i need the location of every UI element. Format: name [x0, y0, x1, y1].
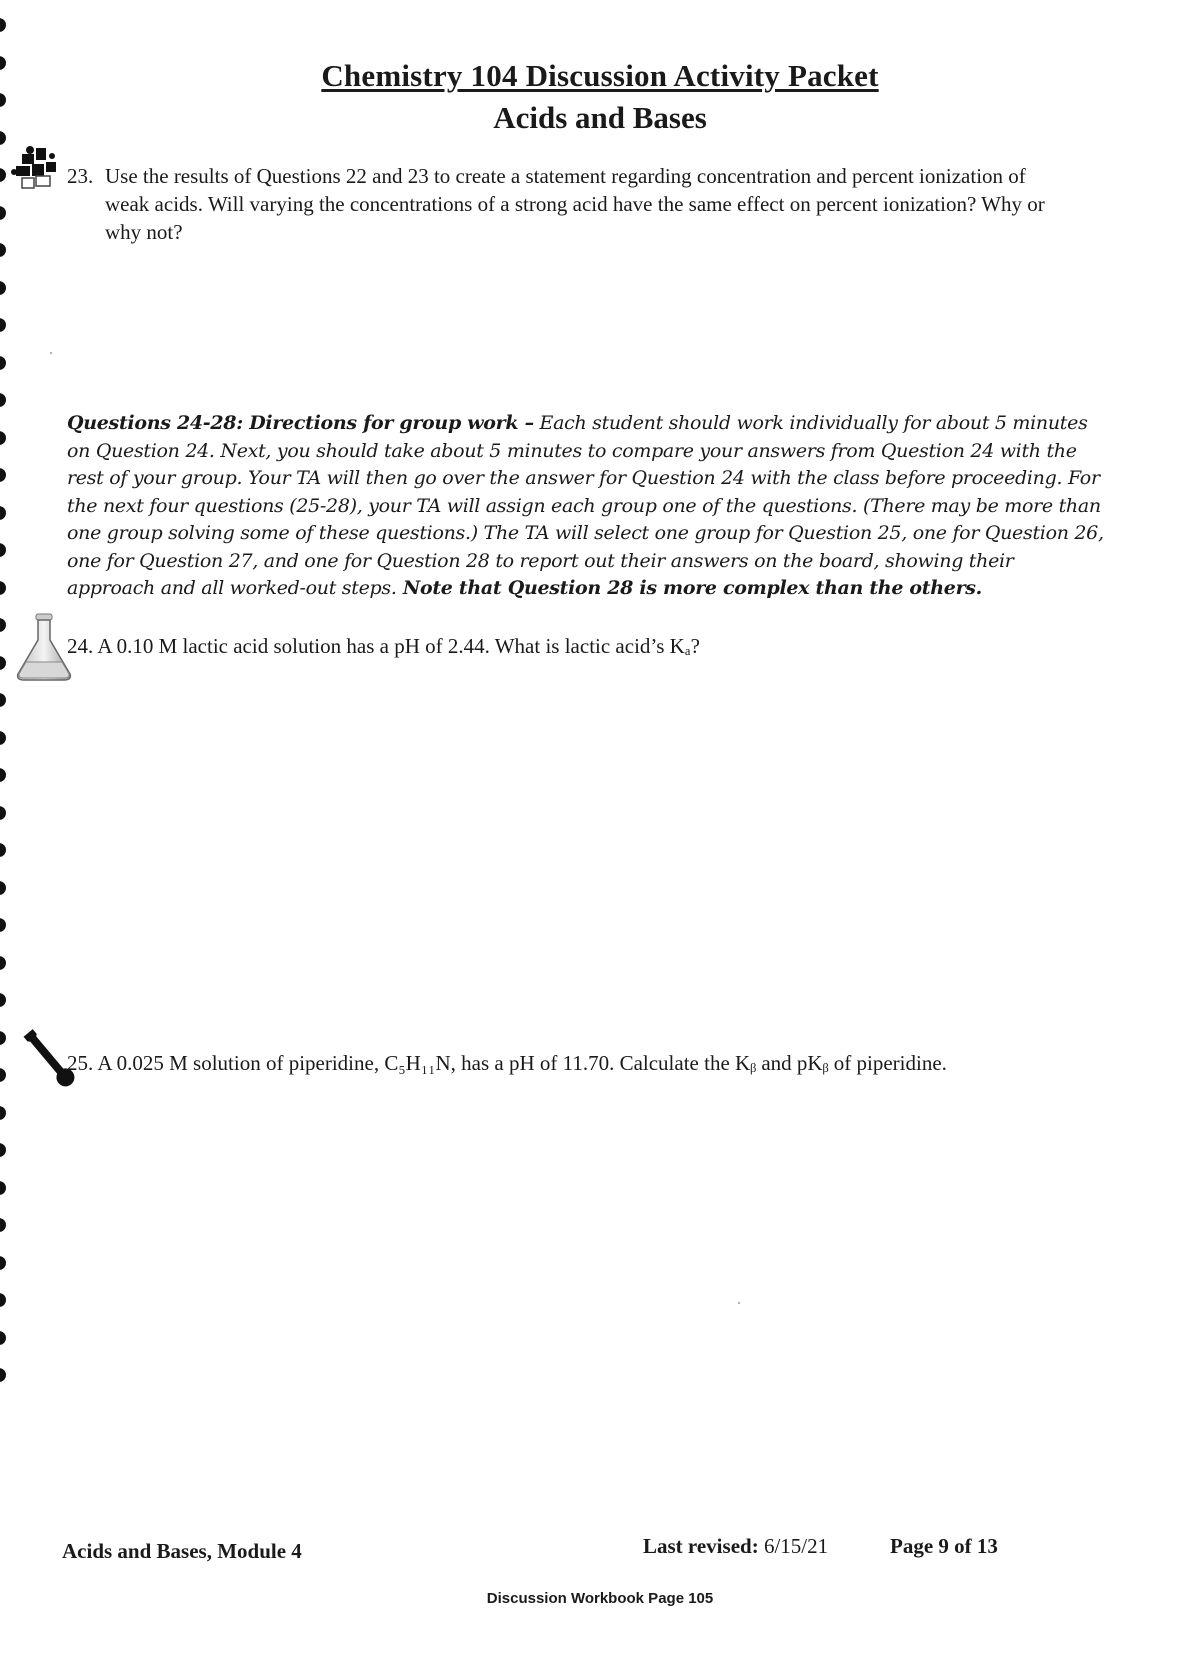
spiral-ring	[0, 393, 6, 407]
spiral-ring	[0, 243, 6, 257]
spiral-ring	[0, 1068, 6, 1082]
spiral-ring	[0, 581, 6, 595]
page-title: Chemistry 104 Discussion Activity Packet	[321, 58, 879, 93]
spiral-ring	[0, 1331, 6, 1345]
spiral-ring	[0, 768, 6, 782]
spiral-ring	[0, 993, 6, 1007]
spiral-ring	[0, 731, 6, 745]
spiral-ring	[0, 281, 6, 295]
workbook-page-label: Discussion Workbook Page 105	[486, 1590, 714, 1607]
spiral-ring	[0, 1143, 6, 1157]
spiral-ring	[0, 806, 6, 820]
flask-icon	[14, 612, 74, 684]
spiral-ring	[0, 18, 6, 32]
spiral-ring	[0, 656, 6, 670]
puzzle-icon	[8, 142, 64, 194]
spiral-ring	[0, 618, 6, 632]
question-text: A 0.025 M solution of piperidine, C₅H₁₁N, has a pH of 11.70. Calculate the Kᵦ and pKᵦ of piperidine.	[97, 1051, 947, 1075]
spiral-ring	[0, 1031, 6, 1045]
speck	[738, 1302, 740, 1304]
spiral-ring	[0, 1106, 6, 1120]
spiral-ring	[0, 543, 6, 557]
spiral-ring	[0, 506, 6, 520]
question-text: Use the results of Questions 22 and 23 to create a statement regarding concentration and percent ionization of weak acids. Will varying the concentrations of a strong acid have the same effect on percent ionization? Why or why not?	[105, 164, 1045, 244]
question-number: 24.	[67, 634, 94, 658]
spiral-ring	[0, 1181, 6, 1195]
spiral-ring	[0, 318, 6, 332]
question-24	[67, 632, 1067, 660]
binding-spiral	[0, 0, 14, 1400]
group-work-directions	[67, 410, 1107, 603]
spiral-ring	[0, 881, 6, 895]
footer-page-number: Page 9 of 13	[890, 1534, 998, 1558]
footer-revised	[643, 1534, 828, 1559]
spiral-ring	[0, 1293, 6, 1307]
revised-label: Last revised:	[643, 1534, 759, 1558]
question-25	[67, 1049, 1167, 1077]
question-number: 25.	[67, 1051, 94, 1075]
footer-module: Acids and Bases, Module 4	[62, 1539, 302, 1563]
revised-date: 6/15/21	[763, 1534, 829, 1558]
speck	[50, 352, 52, 354]
directions-body: Each student should work individually for about 5 minutes on Question 24. Next, you should take about 5 minutes to compare your answers from Question 24 with the rest of your group. Your TA will then go over the answer for Question 24 with the class before proceeding. For the next four questions (25-28), your TA will assign each group one of the questions. (There may be more than one group solving some of these questions.) The TA will select one group for Question 25, one for Question 26, one for Question 27, and one for Question 28 to report out their answers on the board, showing their approach and all worked-out steps.	[67, 412, 1104, 599]
spiral-ring	[0, 168, 6, 182]
directions-note: Note that Question 28 is more complex than the others.	[396, 577, 983, 599]
question-23	[67, 162, 1067, 246]
spiral-ring	[0, 956, 6, 970]
spiral-ring	[0, 1368, 6, 1382]
spiral-ring	[0, 356, 6, 370]
spiral-ring	[0, 843, 6, 857]
question-number: 23.	[67, 164, 94, 188]
spiral-ring	[0, 206, 6, 220]
spiral-ring	[0, 918, 6, 932]
spiral-ring	[0, 693, 6, 707]
page-subtitle: Acids and Bases	[493, 100, 707, 135]
directions-lead: Questions 24-28: Directions for group work –	[67, 412, 534, 434]
spiral-ring	[0, 1256, 6, 1270]
spiral-ring	[0, 431, 6, 445]
spiral-ring	[0, 1218, 6, 1232]
question-text: A 0.10 M lactic acid solution has a pH of 2.44. What is lactic acid’s Kₐ?	[97, 634, 700, 658]
spiral-ring	[0, 468, 6, 482]
